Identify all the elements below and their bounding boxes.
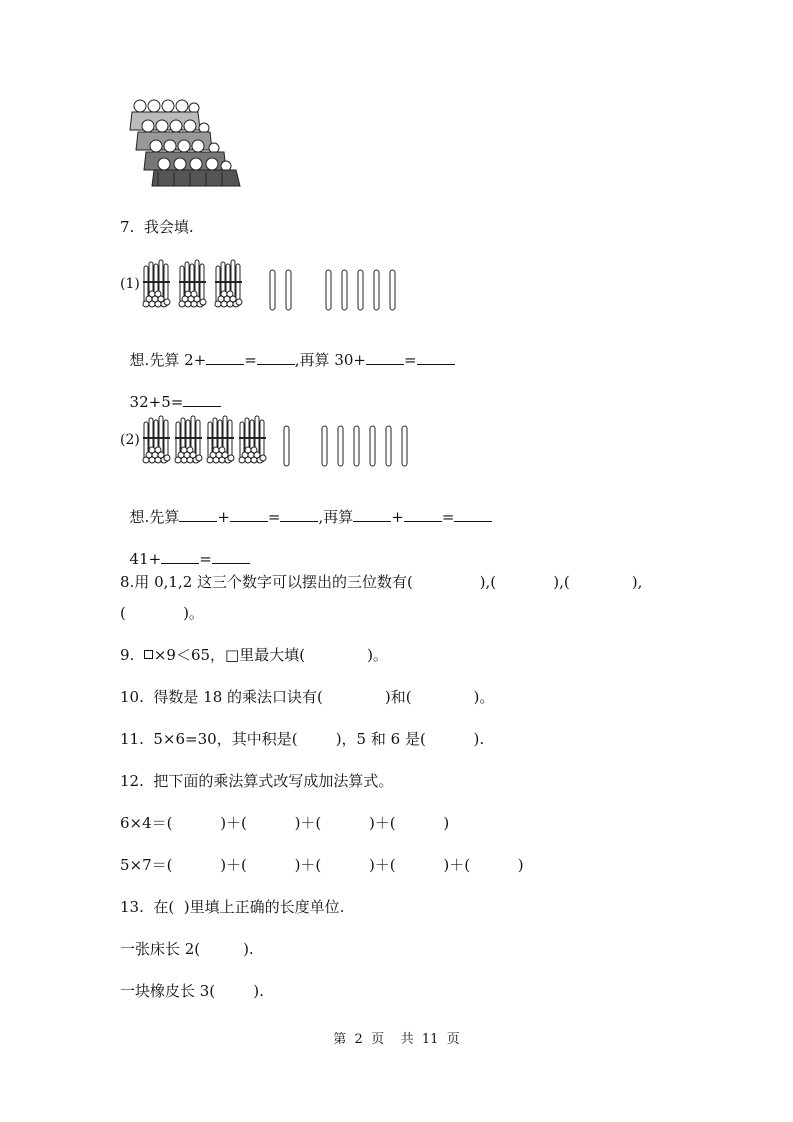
part-2-line-2: 41+ = bbox=[120, 532, 250, 568]
question-13-line-1: 一张床长 2( ). bbox=[120, 940, 254, 958]
question-12-line-2: 5×7＝( )＋( )＋( )＋( )＋( ) bbox=[120, 856, 524, 874]
stick-bundles-illustration-1 bbox=[138, 258, 408, 312]
children-group-illustration bbox=[128, 96, 246, 188]
question-12-title: 12. 把下面的乘法算式改写成加法算式。 bbox=[120, 772, 394, 790]
answer-blank[interactable] bbox=[353, 508, 391, 522]
question-12-line-1: 6×4＝( )＋( )＋( )＋( ) bbox=[120, 814, 450, 832]
answer-blank[interactable] bbox=[404, 508, 442, 522]
answer-blank[interactable] bbox=[280, 508, 318, 522]
part-1-label: (1) bbox=[120, 276, 140, 292]
answer-blank[interactable] bbox=[179, 508, 217, 522]
stick-bundles-illustration-2 bbox=[138, 414, 418, 468]
part-2-line-1: 想.先算 + = ,再算 + = bbox=[120, 490, 492, 526]
question-13-line-2: 一块橡皮长 3( ). bbox=[120, 982, 264, 1000]
answer-blank[interactable] bbox=[212, 550, 250, 564]
question-9: 9. ×9＜65，□里最大填( )。 bbox=[120, 646, 388, 664]
answer-blank[interactable] bbox=[161, 550, 199, 564]
answer-blank[interactable] bbox=[257, 351, 295, 365]
answer-blank[interactable] bbox=[183, 393, 221, 407]
answer-blank[interactable] bbox=[206, 351, 244, 365]
question-7-title: 7. 我会填. bbox=[120, 218, 194, 236]
part-2-label: (2) bbox=[120, 432, 140, 448]
question-11: 11. 5×6=30，其中积是( )，5 和 6 是( ). bbox=[120, 730, 485, 748]
answer-blank[interactable] bbox=[366, 351, 404, 365]
question-8-line-2: ( )。 bbox=[120, 604, 204, 622]
question-10: 10. 得数是 18 的乘法口诀有( )和( )。 bbox=[120, 688, 495, 706]
question-8-line-1: 8.用 0,1,2 这三个数字可以摆出的三位数有( ),( ),( ), bbox=[120, 573, 643, 591]
question-13-title: 13. 在( )里填上正确的长度单位. bbox=[120, 898, 345, 916]
answer-blank[interactable] bbox=[417, 351, 455, 365]
answer-blank[interactable] bbox=[454, 508, 492, 522]
page-footer: 第 2 页 共 11 页 bbox=[333, 1032, 460, 1047]
part-1-line-2: 32+5= bbox=[120, 375, 221, 411]
answer-blank[interactable] bbox=[230, 508, 268, 522]
part-1-line-1: 想.先算 2+ = ,再算 30+ = bbox=[120, 333, 455, 369]
square-box-icon bbox=[144, 650, 153, 659]
